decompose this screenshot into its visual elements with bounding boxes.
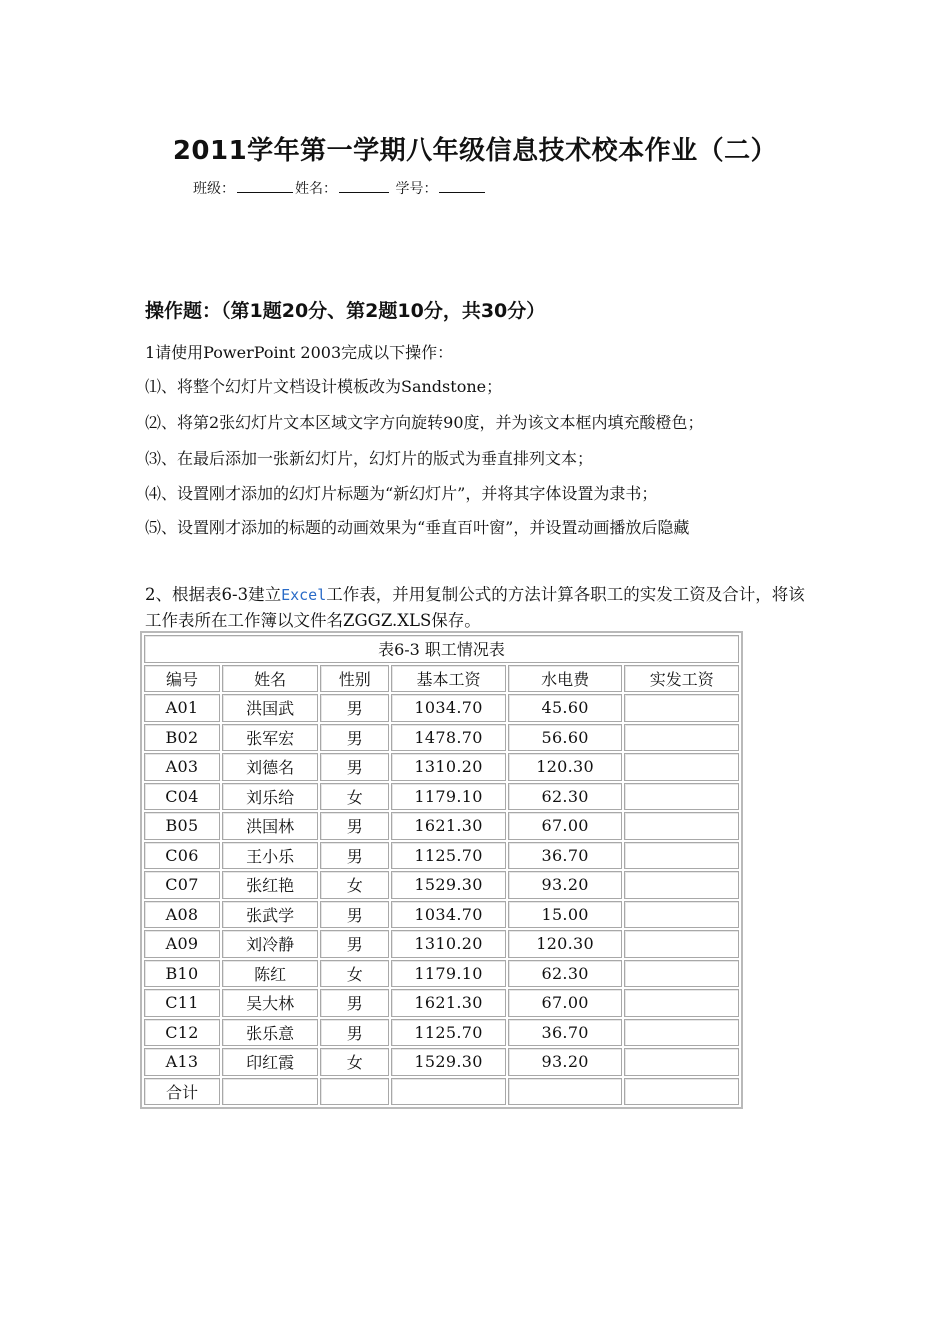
table-cell: C06 <box>144 842 220 870</box>
table-cell: 1034.70 <box>391 694 506 722</box>
q2-prefix: 2、根据表6-3建立 <box>145 585 282 604</box>
header-cell: 编号 <box>144 665 220 693</box>
table-row <box>144 901 739 929</box>
table-cell: 女 <box>320 960 389 988</box>
table-cell: 女 <box>320 783 389 811</box>
table-caption: 表6-3 职工情况表 <box>144 635 739 663</box>
header-cell: 姓名 <box>222 665 318 693</box>
table-cell <box>624 753 739 781</box>
table-cell: 王小乐 <box>222 842 318 870</box>
table-cell: 62.30 <box>508 783 623 811</box>
q1-item-4: ⑷、设置刚才添加的幻灯片标题为“新幻灯片”，并将其字体设置为隶书； <box>145 484 658 503</box>
q2-paragraph <box>145 582 815 634</box>
table-cell <box>624 694 739 722</box>
total-cell <box>391 1078 506 1106</box>
header-cell: 性别 <box>320 665 389 693</box>
table-cell <box>624 989 739 1017</box>
employee-table-frame <box>140 631 743 1109</box>
table-cell: C04 <box>144 783 220 811</box>
table-cell: 男 <box>320 694 389 722</box>
student-info-line <box>193 178 487 198</box>
header-cell: 水电费 <box>508 665 623 693</box>
table-cell: 男 <box>320 1019 389 1047</box>
table-cell: 1125.70 <box>391 1019 506 1047</box>
page-title: 2011学年第一学期八年级信息技术校本作业（二） <box>172 136 778 166</box>
table-cell: 67.00 <box>508 989 623 1017</box>
table-cell: 男 <box>320 930 389 958</box>
table-cell: 1621.30 <box>391 989 506 1017</box>
table-row <box>144 783 739 811</box>
table-cell: A13 <box>144 1048 220 1076</box>
table-row <box>144 812 739 840</box>
table-cell: 陈红 <box>222 960 318 988</box>
table-cell: 45.60 <box>508 694 623 722</box>
table-cell <box>624 842 739 870</box>
table-cell: 120.30 <box>508 930 623 958</box>
total-cell <box>624 1078 739 1106</box>
name-label: 姓名： <box>295 181 337 197</box>
table-row <box>144 930 739 958</box>
name-blank <box>339 178 389 193</box>
table-cell <box>624 960 739 988</box>
table-cell: 1621.30 <box>391 812 506 840</box>
q1-item-3: ⑶、在最后添加一张新幻灯片，幻灯片的版式为垂直排列文本； <box>145 449 594 468</box>
excel-word: Excel <box>281 586 327 604</box>
table-cell: 62.30 <box>508 960 623 988</box>
table-cell: 93.20 <box>508 871 623 899</box>
table-cell <box>624 812 739 840</box>
table-cell: B10 <box>144 960 220 988</box>
table-cell: A03 <box>144 753 220 781</box>
table-cell <box>624 901 739 929</box>
table-row <box>144 1048 739 1076</box>
table-header-row <box>144 665 739 693</box>
header-cell: 实发工资 <box>624 665 739 693</box>
table-cell: C11 <box>144 989 220 1017</box>
total-label: 合计 <box>144 1078 220 1106</box>
table-cell: 印红霞 <box>222 1048 318 1076</box>
table-cell: 120.30 <box>508 753 623 781</box>
table-cell <box>624 871 739 899</box>
table-cell: 女 <box>320 1048 389 1076</box>
table-cell: 93.20 <box>508 1048 623 1076</box>
table-cell: 1529.30 <box>391 1048 506 1076</box>
table-cell <box>624 1019 739 1047</box>
table-row <box>144 724 739 752</box>
table-cell: 1179.10 <box>391 960 506 988</box>
table-cell: 刘德名 <box>222 753 318 781</box>
table-cell: A09 <box>144 930 220 958</box>
class-label: 班级： <box>193 181 235 197</box>
table-cell: 1478.70 <box>391 724 506 752</box>
total-cell <box>222 1078 318 1106</box>
table-cell: 刘冷静 <box>222 930 318 958</box>
table-cell: A01 <box>144 694 220 722</box>
table-cell <box>624 1048 739 1076</box>
table-cell: 女 <box>320 871 389 899</box>
total-cell <box>320 1078 389 1106</box>
table-cell: 刘乐给 <box>222 783 318 811</box>
table-cell: 1310.20 <box>391 930 506 958</box>
table-cell: B05 <box>144 812 220 840</box>
table-row <box>144 1019 739 1047</box>
table-cell: 1179.10 <box>391 783 506 811</box>
table-cell: 洪国武 <box>222 694 318 722</box>
table-row <box>144 989 739 1017</box>
q1-intro: 1请使用PowerPoint 2003完成以下操作： <box>145 343 454 362</box>
table-cell: 56.60 <box>508 724 623 752</box>
table-cell: 张红艳 <box>222 871 318 899</box>
table-cell: 1125.70 <box>391 842 506 870</box>
table-caption-row <box>144 635 739 663</box>
table-total-row <box>144 1078 739 1106</box>
table-cell: 男 <box>320 724 389 752</box>
table-cell: 张乐意 <box>222 1019 318 1047</box>
table-cell: A08 <box>144 901 220 929</box>
table-cell: 男 <box>320 901 389 929</box>
table-cell: 吴大林 <box>222 989 318 1017</box>
table-cell: 男 <box>320 753 389 781</box>
student-id-label: 学号： <box>395 181 438 197</box>
table-row <box>144 842 739 870</box>
q1-item-5: ⑸、设置刚才添加的标题的动画效果为“垂直百叶窗”，并设置动画播放后隐藏 <box>145 518 690 537</box>
table-cell: C12 <box>144 1019 220 1047</box>
class-blank <box>237 178 293 193</box>
table-cell: 15.00 <box>508 901 623 929</box>
total-cell <box>508 1078 623 1106</box>
student-id-blank <box>439 178 485 193</box>
table-cell: 36.70 <box>508 1019 623 1047</box>
table-row <box>144 960 739 988</box>
table-cell: 67.00 <box>508 812 623 840</box>
table-cell: 张军宏 <box>222 724 318 752</box>
table-cell: 1529.30 <box>391 871 506 899</box>
table-cell: 男 <box>320 989 389 1017</box>
table-row <box>144 694 739 722</box>
section-title: 操作题：（第1题20分、第2题10分，共30分） <box>145 300 546 322</box>
table-cell: 男 <box>320 812 389 840</box>
table-cell: C07 <box>144 871 220 899</box>
table-cell <box>624 783 739 811</box>
table-cell: 1310.20 <box>391 753 506 781</box>
table-row <box>144 871 739 899</box>
table-cell: 男 <box>320 842 389 870</box>
header-cell: 基本工资 <box>391 665 506 693</box>
table-cell: 张武学 <box>222 901 318 929</box>
table-cell: 洪国林 <box>222 812 318 840</box>
table-cell <box>624 724 739 752</box>
table-cell: B02 <box>144 724 220 752</box>
employee-table <box>142 633 741 1107</box>
q2-suffix: 工作表，并用复制公式的方法计算各职工的实发工资及合计，将该工作表所在工作簿以文件名ZGGZ.XLS保存。 <box>145 585 805 630</box>
table-row <box>144 753 739 781</box>
table-cell: 1034.70 <box>391 901 506 929</box>
table-cell: 36.70 <box>508 842 623 870</box>
table-cell <box>624 930 739 958</box>
q1-item-1: ⑴、将整个幻灯片文档设计模板改为Sandstone； <box>145 377 503 396</box>
q1-item-2: ⑵、将第2张幻灯片文本区域文字方向旋转90度，并为该文本框内填充酸橙色； <box>145 413 704 432</box>
